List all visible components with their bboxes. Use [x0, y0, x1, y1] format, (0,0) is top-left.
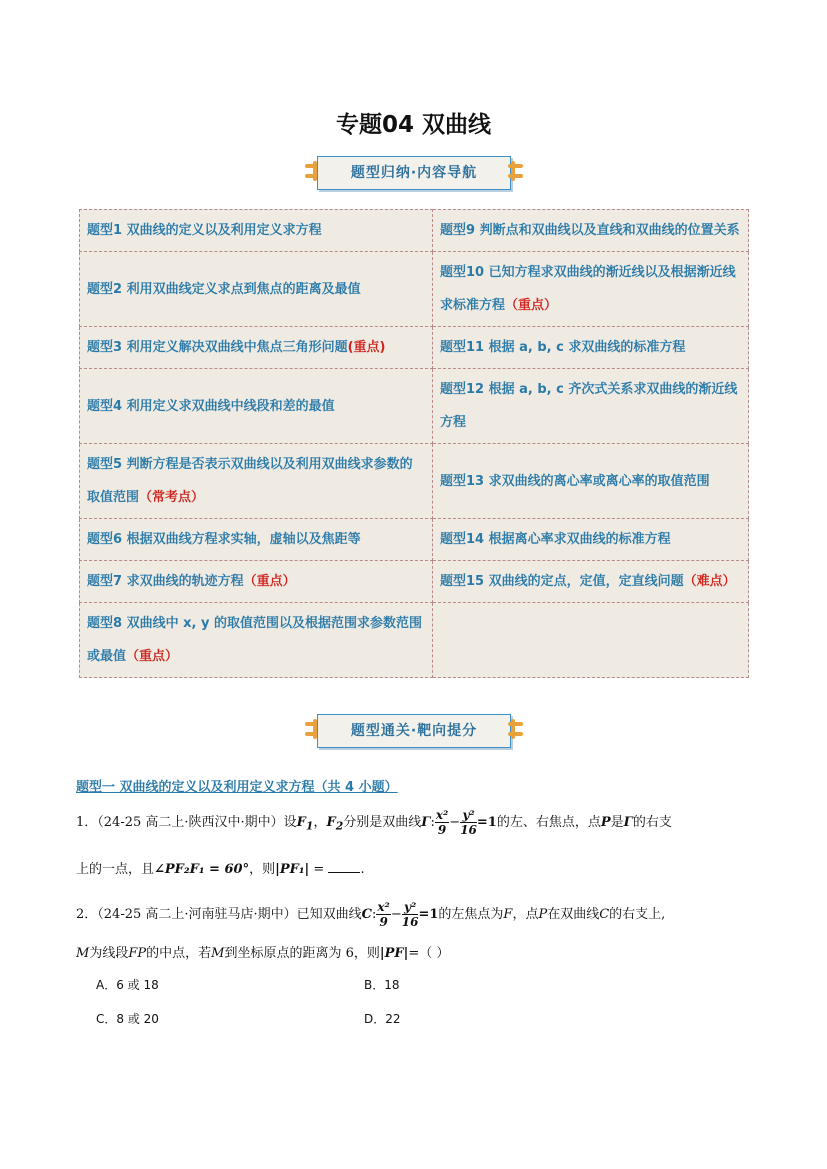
q1-angle: ∠PF₂F₁ = 60° [154, 862, 250, 877]
q1-minus: − [449, 815, 461, 830]
nav-cell-right[interactable] [433, 369, 749, 444]
q2-frac-y [402, 900, 419, 929]
q1-abs: |PF₁| [275, 862, 310, 877]
q2-line2-b: 的中点，若 [146, 946, 212, 961]
q1-f1: F [296, 815, 306, 830]
nav-cell-right[interactable] [433, 327, 749, 369]
q1-frac-y-den: 16 [460, 823, 477, 837]
q2-c2: C [599, 907, 610, 922]
nav-topic-label: 题型7 求双曲线的轨迹方程 [87, 574, 244, 589]
nav-topic-label: 题型14 根据离心率求双曲线的标准方程 [440, 532, 671, 547]
nav-topic-label: 题型11 根据 a, b, c 求双曲线的标准方程 [440, 340, 686, 355]
nav-emphasis-tag: (重点) [347, 340, 386, 355]
q1-line2-b: ，则 [249, 862, 276, 877]
nav-cell-right[interactable] [433, 519, 749, 561]
q2-mid2: 在双曲线 [547, 907, 600, 922]
nav-topic-label: 题型10 已知方程求双曲线的渐近线以及根据渐近线求标准方程 [440, 265, 736, 313]
option-d[interactable]: D．22 [364, 1012, 401, 1026]
nav-row [80, 210, 749, 252]
q2-fp: FP [128, 946, 147, 961]
nav-topic-label: 题型12 根据 a, b, c 齐次式关系求双曲线的渐近线方程 [440, 382, 738, 430]
q1-gamma-2: Γ [623, 815, 633, 830]
nav-topic-label: 题型4 利用定义求双曲线中线段和差的最值 [87, 398, 335, 414]
nav-row [80, 369, 749, 444]
nav-emphasis-tag: （常考点） [139, 490, 205, 505]
nav-topic-label: 题型13 求双曲线的离心率或离心率的取值范围 [440, 473, 710, 489]
q1-eq2: = [309, 862, 329, 877]
nav-banner [305, 156, 523, 194]
q1-prefix: 1．（24-25 高二上·陕西汉中·期中）设 [76, 815, 297, 830]
nav-cell-right[interactable] [433, 561, 749, 603]
nav-topic-label: 题型1 双曲线的定义以及利用定义求方程 [87, 223, 322, 238]
nav-emphasis-tag: （难点） [683, 574, 736, 589]
nav-row [80, 519, 749, 561]
question-1-line-2 [76, 858, 365, 877]
q2-frac-x [376, 900, 390, 929]
topic-navigation-table [79, 209, 749, 678]
q2-m2: M [211, 946, 225, 961]
question-1-line-1 [76, 808, 672, 837]
q1-eq: =1 [476, 815, 497, 830]
option-c[interactable]: C．8 或 20 [96, 1012, 159, 1026]
nav-topic-label: 题型5 判断方程是否表示双曲线以及利用双曲线求参数的取值范围 [87, 457, 413, 505]
q2-c: C [361, 907, 373, 922]
nav-emphasis-tag: （重点） [243, 574, 296, 589]
q1-line2-a: 上的一点，且 [76, 862, 155, 877]
q1-frac-x [435, 808, 449, 837]
nav-cell-right[interactable] [433, 444, 749, 519]
nav-row [80, 327, 749, 369]
q2-frac-x-den: 9 [379, 915, 388, 929]
banner-ornament-right-2 [508, 732, 523, 736]
nav-topic-label: 题型6 根据双曲线方程求实轴，虚轴以及焦距等 [87, 532, 361, 547]
practice-banner-label: 题型通关·靶向提分 [317, 714, 511, 748]
nav-cell-left[interactable] [80, 444, 433, 519]
nav-cell-right[interactable] [433, 210, 749, 252]
nav-row [80, 603, 749, 678]
q1-frac-y-num: y² [460, 808, 477, 823]
nav-cell-left[interactable] [80, 519, 433, 561]
nav-cell-left[interactable] [80, 210, 433, 252]
question-2-line-2 [76, 942, 449, 961]
q2-eq: =1 [418, 907, 439, 922]
nav-topic-label: 题型8 双曲线中 x, y 的取值范围以及根据范围求参数范围或最值 [87, 616, 422, 664]
nav-cell-left[interactable] [80, 327, 433, 369]
q1-colon: : [430, 815, 435, 830]
nav-topic-label: 题型2 利用双曲线定义求点到焦点的距离及最值 [87, 281, 361, 297]
q2-line2-a: 为线段 [89, 946, 129, 961]
q2-frac-y-num: y² [402, 900, 419, 915]
q2-frac-y-den: 16 [401, 915, 419, 929]
nav-topic-label: 题型3 利用定义解决双曲线中焦点三角形问题 [87, 340, 348, 355]
nav-topic-label: 题型15 双曲线的定点，定值，定直线问题 [440, 574, 684, 589]
nav-emphasis-tag: （重点） [505, 298, 558, 313]
nav-row [80, 252, 749, 327]
nav-banner-label: 题型归纳·内容导航 [317, 156, 511, 190]
q1-is: 是 [610, 815, 624, 830]
q1-tail: 的右支 [632, 815, 672, 830]
q1-f2: F [326, 815, 336, 830]
q2-line2-c: 到坐标原点的距离为 6，则 [224, 946, 380, 961]
q2-m: M [76, 946, 90, 961]
banner-ornament-right [508, 164, 523, 168]
q2-minus: − [390, 907, 402, 922]
q2-f: F [503, 907, 513, 922]
question-2-line-1 [76, 900, 665, 929]
nav-row [80, 444, 749, 519]
nav-cell-left[interactable] [80, 561, 433, 603]
q1-frac-y [460, 808, 477, 837]
q2-mid: ，点 [512, 907, 539, 922]
q1-gamma: Γ [421, 815, 431, 830]
q1-point-p: P [600, 815, 611, 830]
nav-cell-left[interactable] [80, 603, 433, 678]
option-b[interactable]: B．18 [364, 978, 400, 992]
section-title: 题型一 双曲线的定义以及利用定义求方程（共 4 小题） [76, 780, 398, 795]
q2-after: 的左焦点为 [438, 907, 504, 922]
q2-p: P [538, 907, 548, 922]
q1-after: 的左、右焦点，点 [496, 815, 601, 830]
q1-frac-x-den: 9 [437, 823, 447, 837]
q1-answer-blank[interactable] [328, 860, 360, 873]
q2-colon: : [372, 907, 377, 922]
page-title: 专题04 双曲线 [335, 112, 491, 138]
banner-ornament-right [508, 722, 523, 726]
practice-banner [305, 714, 523, 752]
q1-f1-sub: 1 [305, 819, 314, 833]
q1-mid: 分别是双曲线 [343, 815, 422, 830]
q1-end: . [360, 862, 365, 877]
q1-sep: ， [313, 815, 327, 830]
q2-tail: 的右支上, [609, 907, 666, 922]
nav-cell-right[interactable] [433, 252, 749, 327]
nav-emphasis-tag: （重点） [126, 649, 179, 664]
q2-frac-x-num: x² [377, 900, 390, 914]
nav-topic-label: 题型9 判断点和双曲线以及直线和双曲线的位置关系 [440, 223, 740, 238]
q2-abs: |PF| [379, 946, 409, 961]
nav-row [80, 561, 749, 603]
q2-prefix: 2．（24-25 高二上·河南驻马店·期中）已知双曲线 [76, 907, 362, 922]
q2-line2-d: =（ ） [408, 946, 450, 961]
nav-cell-left[interactable] [80, 252, 433, 327]
banner-ornament-right-2 [508, 174, 523, 178]
nav-cell-left[interactable] [80, 369, 433, 444]
q1-frac-x-num: x² [435, 808, 449, 822]
q1-f2-sub: 2 [335, 819, 344, 833]
nav-cell-right [433, 603, 749, 678]
option-a[interactable]: A．6 或 18 [96, 978, 159, 992]
